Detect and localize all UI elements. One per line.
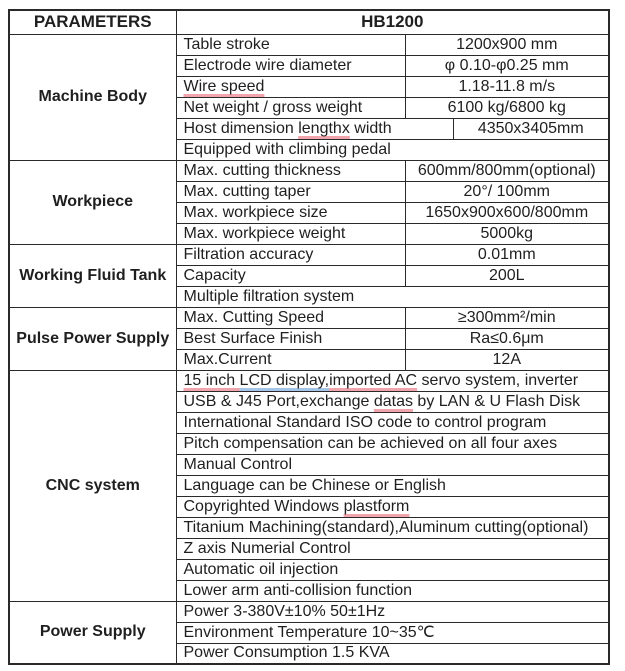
param-name: Filtration accuracy — [176, 244, 405, 265]
table-row — [9, 601, 609, 622]
text-segment: servo system, inverter — [417, 371, 579, 389]
feature-text: Manual Control — [176, 454, 609, 475]
text-segment: 15 inch — [183, 371, 240, 389]
text-segment: Copyrighted Windows — [183, 497, 344, 515]
feature-text: Multiple filtration system — [176, 286, 609, 307]
section-label-machine-body: Machine Body — [9, 34, 176, 160]
param-name: Max. Cutting Speed — [176, 307, 405, 328]
param-value: φ 0.10-φ0.25 mm — [405, 55, 609, 76]
text-segment: datas — [373, 392, 413, 410]
feature-text: Language can be Chinese or English — [176, 475, 609, 496]
model-header: HB1200 — [176, 10, 609, 34]
feature-text: International Standard ISO code to control program — [176, 412, 609, 433]
table-row — [9, 160, 609, 181]
param-value: 5000kg — [405, 223, 609, 244]
text-segment: Host dimension — [183, 119, 299, 137]
text-segment: width — [349, 119, 392, 137]
table-row — [9, 244, 609, 265]
param-name: Max. workpiece size — [176, 202, 405, 223]
text-segment: lengthx — [298, 119, 350, 137]
feature-text — [176, 370, 609, 391]
feature-text: Power 3-380V±10% 50±1Hz — [176, 601, 609, 622]
section-label-workpiece: Workpiece — [9, 160, 176, 244]
feature-text: Lower arm anti-collision function — [176, 580, 609, 601]
text-segment: by LAN & U Flash Disk — [412, 392, 581, 410]
text-segment: USB & J45 Port,exchange — [183, 392, 374, 410]
section-label-working-fluid-tank: Working Fluid Tank — [9, 244, 176, 307]
feature-text: Power Consumption 1.5 KVA — [176, 643, 609, 664]
text-segment: imported AC — [329, 371, 418, 389]
param-name: Electrode wire diameter — [176, 55, 405, 76]
spec-table — [8, 9, 610, 665]
param-value: 1200x900 mm — [405, 34, 609, 55]
table-row — [9, 307, 609, 328]
param-name: Max. cutting thickness — [176, 160, 405, 181]
param-value: 4350x3405mm — [453, 118, 609, 139]
table-row — [9, 370, 609, 391]
param-name: Capacity — [176, 265, 405, 286]
param-value: 600mm/800mm(optional) — [405, 160, 609, 181]
table-header-row — [9, 10, 609, 34]
param-value: ≥300mm²/min — [405, 307, 609, 328]
param-name: Best Surface Finish — [176, 328, 405, 349]
param-name: Net weight / gross weight — [176, 97, 405, 118]
param-name: Table stroke — [176, 34, 405, 55]
table-row — [9, 34, 609, 55]
param-value: 12A — [405, 349, 609, 370]
text-segment: plastform — [343, 497, 410, 515]
parameters-header: PARAMETERS — [9, 10, 176, 34]
param-value: 6100 kg/6800 kg — [405, 97, 609, 118]
param-name: Max. cutting taper — [176, 181, 405, 202]
section-label-power-supply: Power Supply — [9, 601, 176, 664]
param-name — [176, 76, 405, 97]
param-value: 1.18-11.8 m/s — [405, 76, 609, 97]
feature-text: Automatic oil injection — [176, 559, 609, 580]
section-label-pulse-power-supply: Pulse Power Supply — [9, 307, 176, 370]
param-name: Max.Current — [176, 349, 405, 370]
param-value: 0.01mm — [405, 244, 609, 265]
param-name: Max. workpiece weight — [176, 223, 405, 244]
feature-text: Z axis Numerial Control — [176, 538, 609, 559]
param-value: 20°/ 100mm — [405, 181, 609, 202]
param-value: Ra≤0.6μm — [405, 328, 609, 349]
text-segment: LCD display, — [239, 371, 330, 389]
text-segment: Wire speed — [183, 77, 265, 95]
feature-text: Titanium Machining(standard),Aluminum cutting(optional) — [176, 517, 609, 538]
feature-text — [176, 496, 609, 517]
param-name — [176, 118, 453, 139]
param-value: 200L — [405, 265, 609, 286]
feature-text: Pitch compensation can be achieved on all four axes — [176, 433, 609, 454]
param-value: 1650x900x600/800mm — [405, 202, 609, 223]
feature-text: Equipped with climbing pedal — [176, 139, 609, 160]
feature-text — [176, 391, 609, 412]
feature-text: Environment Temperature 10~35℃ — [176, 622, 609, 643]
section-label-cnc-system: CNC system — [9, 370, 176, 601]
